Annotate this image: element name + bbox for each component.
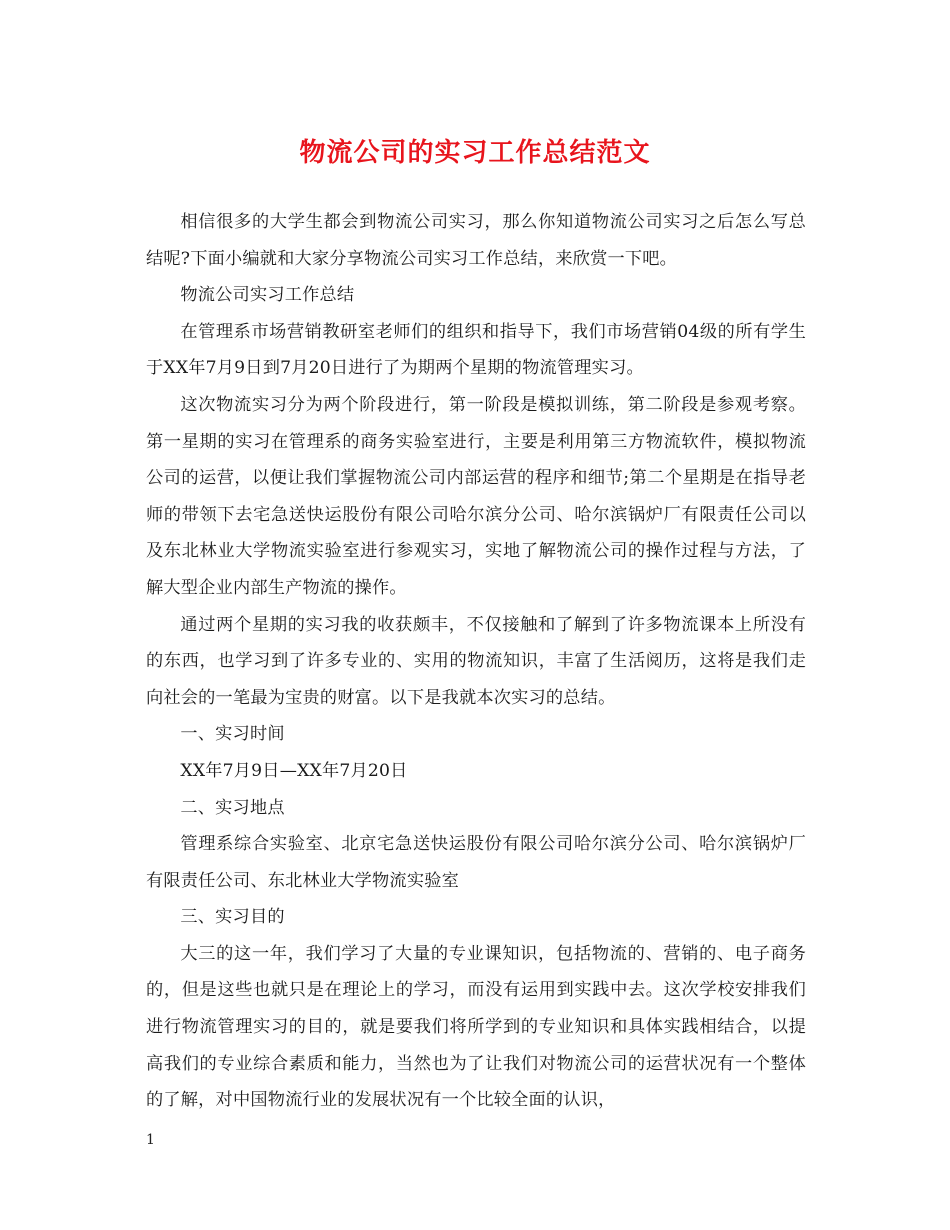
paragraph-stages: 这次物流实习分为两个阶段进行，第一阶段是模拟训练，第二阶段是参观考察。第一星期的实习在管理系的商务实验室进行，主要是利用第三方物流软件，模拟物流公司的运营，以便让我们掌握物流公司内部运营的程序和细节;第二个星期是在指导老师的带领下去宅急送快运股份有限公司哈尔滨分公司、哈尔滨锅炉厂有限责任公司以及东北林业大学物流实验室进行参观实习，实地了解物流公司的操作过程与方法，了解大型企业内部生产物流的操作。 — [146, 394, 806, 598]
document-title: 物流公司的实习工作总结范文 — [299, 138, 651, 168]
paragraph-purpose: 大三的这一年，我们学习了大量的专业课知识，包括物流的、营销的、电子商务的，但是这些也就只是在理论上的学习，而没有运用到实践中去。这次学校安排我们进行物流管理实习的目的，就是要我们将所学到的专业知识和具体实践相结合，以提高我们的专业综合素质和能力，当然也为了让我们对物流公司的运营状况有一个整体的了解，对中国物流行业的发展状况有一个比较全面的认识， — [146, 943, 806, 1111]
section-heading-purpose: 三、实习目的 — [180, 907, 285, 928]
section-heading-time: 一、实习时间 — [180, 724, 285, 745]
paragraph-subtitle: 物流公司实习工作总结 — [180, 285, 355, 306]
paragraph-location: 管理系综合实验室、北京宅急送快运股份有限公司哈尔滨分公司、哈尔滨锅炉厂有限责任公司、东北林业大学物流实验室 — [146, 834, 806, 891]
document-body — [146, 204, 806, 1119]
paragraph-gains: 通过两个星期的实习我的收获颇丰，不仅接触和了解到了许多物流课本上所没有的东西，也学习到了许多专业的、实用的物流知识，丰富了生活阅历，这将是我们走向社会的一笔最为宝贵的财富。以下是我就本次实习的总结。 — [146, 614, 806, 708]
section-heading-location: 二、实习地点 — [180, 797, 285, 818]
page-number: 1 — [146, 1132, 155, 1148]
paragraph-organization: 在管理系市场营销教研室老师们的组织和指导下，我们市场营销04级的所有学生于XX年7月9日到7月20日进行了为期两个星期的物流管理实习。 — [146, 321, 806, 379]
paragraph-intro: 相信很多的大学生都会到物流公司实习，那么你知道物流公司实习之后怎么写总结呢?下面小编就和大家分享物流公司实习工作总结，来欣赏一下吧。 — [146, 212, 806, 269]
paragraph-time: XX年7月9日—XX年7月20日 — [180, 760, 408, 781]
